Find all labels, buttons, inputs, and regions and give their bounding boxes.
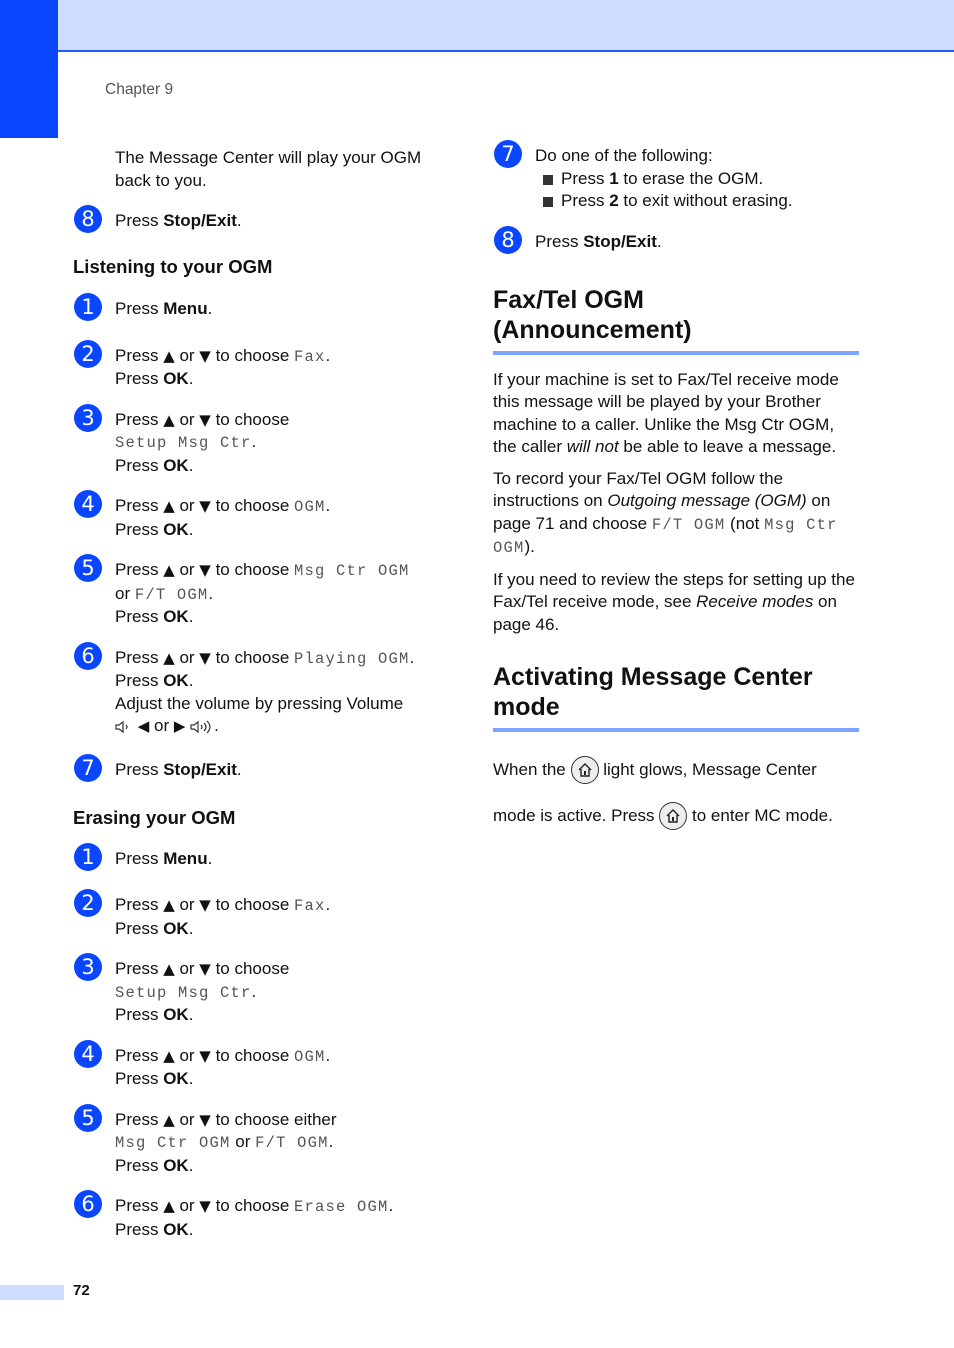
step-number-badge: 6 [74,1190,102,1218]
footer-tab [0,1285,64,1300]
step-number-badge: 8 [494,226,522,254]
volume-up-icon [190,718,214,741]
step-number-badge: 1 [74,843,102,871]
chapter-label: Chapter 9 [105,81,174,98]
top-header-band [0,0,954,52]
down-arrow-icon: ▼ [199,561,211,579]
down-arrow-icon: ▼ [199,497,211,515]
lcd-option: OGM [294,1047,326,1066]
step-number-badge: 1 [74,293,102,321]
up-arrow-icon: ▲ [163,497,175,515]
lcd-option: OGM [294,498,326,516]
up-arrow-icon: ▲ [163,346,175,365]
lcd-option: Msg Ctr OGM [493,515,838,557]
step-8-stop: 8 Press Stop/Exit. [73,210,453,238]
lcd-option: Setup Msg Ctr [115,434,252,452]
lcd-option: Playing OGM [294,649,410,668]
lcd-option: F/T OGM [255,1134,329,1152]
left-arrow-icon: ◀ [137,717,150,735]
activating-heading: Activating Message Center mode [493,663,813,721]
right-step-8: 8 Press Stop/Exit. [493,231,859,259]
up-arrow-icon: ▲ [163,410,175,429]
up-arrow-icon: ▲ [163,960,175,978]
step-number-badge: 5 [74,1104,102,1132]
activating-paragraph-1: When the light glows, Message Center [493,756,859,784]
right-step-7: 7 Do one of the following: Press 1 to erase the OGM. Press 2 to exit without erasing. [493,145,859,213]
step-number-badge: 5 [74,554,102,582]
listen-step-7: 7 Press Stop/Exit. [73,759,453,787]
listen-step-1: 1 Press Menu. [73,298,453,326]
up-arrow-icon: ▲ [163,1046,175,1065]
intro-text: The Message Center will play your OGM back to you. [115,148,422,190]
lcd-option: Msg Ctr OGM [115,1134,231,1152]
listen-step-2: 2 Press ▲ or ▼ to choose Fax. Press OK. [73,345,453,391]
step-number-badge: 3 [74,953,102,981]
volume-down-icon [115,718,133,741]
listening-heading: Listening to your OGM [73,256,273,277]
erase-step-1: 1 Press Menu. [73,848,453,876]
lcd-option: F/T OGM [134,585,209,604]
step-number-badge: 4 [74,490,102,518]
step-number-badge: 2 [74,340,102,368]
up-arrow-icon: ▲ [163,561,175,579]
erase-step-2: 2 Press ▲ or ▼ to choose Fax. Press OK. [73,894,453,940]
chapter-side-tab [0,0,58,138]
faxtel-paragraph-2: To record your Fax/Tel OGM follow the instructions on Outgoing message (OGM) on page 71 and choose F/T OGM (not Msg Ctr OGM). [493,468,838,557]
down-arrow-icon: ▼ [199,896,211,914]
listen-step-4: 4 Press ▲ or ▼ to choose OGM. Press OK. [73,495,453,541]
faxtel-paragraph-3: If you need to review the steps for setting up the Fax/Tel receive mode, see Receive modes on page 46. [493,569,855,634]
erase-step-3: 3 Press ▲ or ▼ to choose Setup Msg Ctr. Press OK. [73,958,453,1027]
step-number-badge: 3 [74,404,102,432]
step-number-badge: 8 [74,205,102,233]
step-number-badge: 7 [494,140,522,168]
erase-step-4: 4 Press ▲ or ▼ to choose OGM. Press OK. [73,1045,453,1091]
bullet-erase: Press 1 to erase the OGM. [535,168,859,191]
down-arrow-icon: ▼ [199,346,211,365]
listen-step-5: 5 Press ▲ or ▼ to choose Msg Ctr OGM or F/T OGM. Press OK. [73,559,453,629]
down-arrow-icon: ▼ [199,410,211,429]
section-rule [493,351,859,355]
down-arrow-icon: ▼ [199,1110,211,1129]
up-arrow-icon: ▲ [163,1197,175,1215]
step-number-badge: 2 [74,889,102,917]
erase-step-5: 5 Press ▲ or ▼ to choose either Msg Ctr OGM or F/T OGM. Press OK. [73,1109,453,1178]
activating-paragraph-2: mode is active. Press to enter MC mode. [493,802,859,830]
faxtel-heading: Fax/Tel OGM (Announcement) [493,285,692,344]
down-arrow-icon: ▼ [199,1046,211,1065]
lcd-option: F/T OGM [651,515,726,534]
message-center-button-icon [659,802,687,830]
listen-step-3: 3 Press ▲ or ▼ to choose Setup Msg Ctr. Press OK. [73,409,453,478]
up-arrow-icon: ▲ [163,648,175,667]
step-number-badge: 6 [74,642,102,670]
right-column [493,142,859,830]
step-number-badge: 4 [74,1040,102,1068]
left-column [73,147,453,1241]
lcd-option: Setup Msg Ctr [115,983,252,1002]
lcd-option: Erase OGM [294,1198,389,1216]
bullet-exit: Press 2 to exit without erasing. [535,190,859,213]
step-number-badge: 7 [74,754,102,782]
up-arrow-icon: ▲ [163,1110,175,1129]
down-arrow-icon: ▼ [199,960,211,978]
lcd-option: Fax [294,347,326,366]
section-rule [493,728,859,732]
up-arrow-icon: ▲ [163,896,175,914]
erase-step-6: 6 Press ▲ or ▼ to choose Erase OGM. Press OK. [73,1195,453,1241]
page-number: 72 [73,1282,90,1299]
listen-step-6: 6 Press ▲ or ▼ to choose Playing OGM. Press OK. Adjust the volume by pressing Volume ◀ or ▶ . [73,647,453,741]
right-arrow-icon: ▶ [173,717,186,735]
erasing-heading: Erasing your OGM [73,806,236,828]
lcd-option: Msg Ctr OGM [294,562,410,580]
lcd-option: Fax [294,897,326,915]
message-center-icon [571,756,599,784]
down-arrow-icon: ▼ [199,648,211,667]
down-arrow-icon: ▼ [199,1197,211,1215]
faxtel-paragraph-1: If your machine is set to Fax/Tel receive mode this message will be played by your Brother machine to a caller. Unlike the Msg Ctr OGM, the caller will not be able to leave a message. [493,369,839,456]
